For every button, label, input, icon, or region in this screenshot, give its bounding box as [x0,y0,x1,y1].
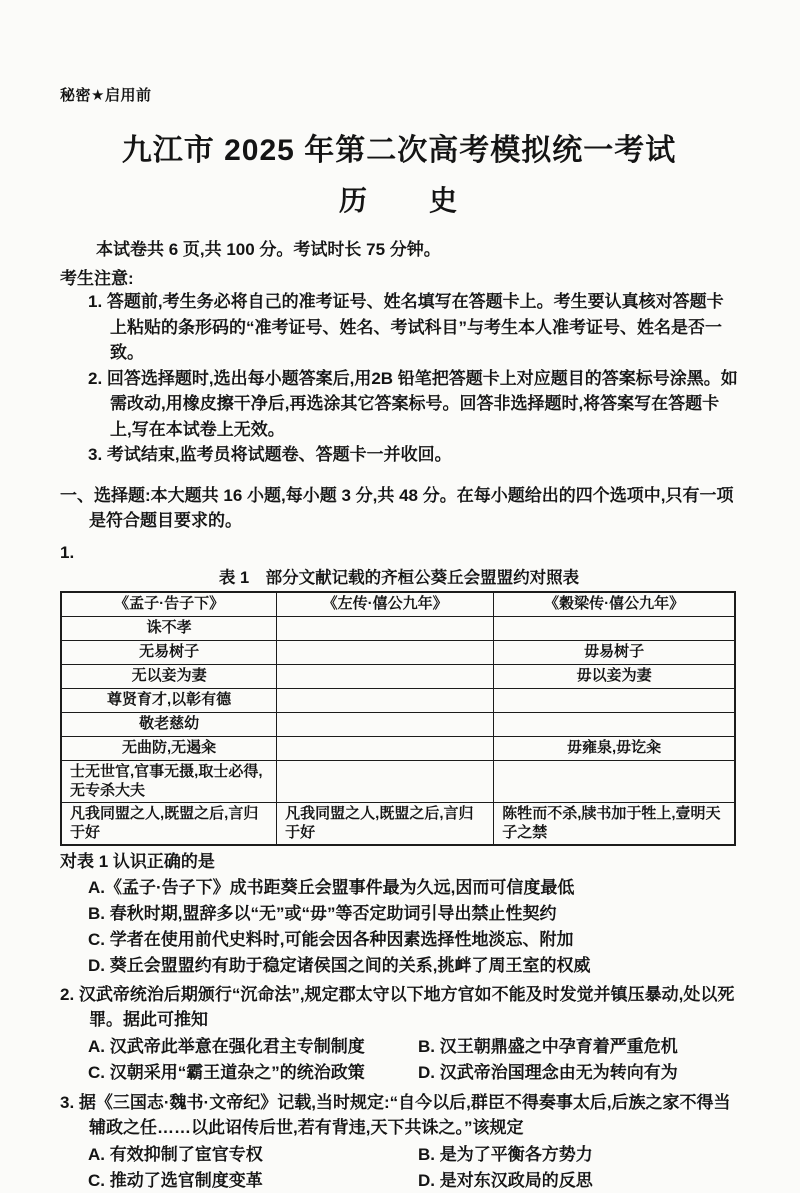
table-cell [494,688,735,712]
table-cell [494,760,735,802]
table-cell: 诛不孝 [61,616,277,640]
question-2-stem: 2. 汉武帝统治后期颁行“沉命法”,规定郡太守以下地方官如不能及时发觉并镇压暴动,处以死罪。据此可推知 [60,985,735,1030]
table-cell: 凡我同盟之人,既盟之后,言归于好 [277,802,494,845]
table-cell: 尊贤育才,以彰有德 [61,688,277,712]
option-2b: B. 汉王朝鼎盛之中孕育着严重危机 [418,1036,678,1056]
table-header-row [61,592,735,617]
exam-info-line: 本试卷共 6 页,共 100 分。考试时长 75 分钟。 [96,240,441,259]
question-1-stem: 对表 1 认识正确的是 [60,851,215,871]
table-cell: 无曲防,无遏籴 [61,736,277,760]
question-2-options [88,1035,738,1086]
table-cell: 无以妾为妻 [61,664,277,688]
table-row [61,712,735,736]
question-3-stem: 3. 据《三国志·魏书·文帝纪》记载,当时规定:“自今以后,群臣不得奏事太后,后族之家不得当辅政之任……以此诏传后世,若有背违,天下共诛之。”该规定 [60,1093,731,1138]
table-cell: 陈牲而不杀,牍书加于牲上,壹明天子之禁 [494,802,735,845]
option-2c: C. 汉朝采用“霸王道杂之”的统治政策 [88,1063,365,1083]
option-1d: D. 葵丘会盟盟约有助于稳定诸侯国之间的关系,挑衅了周王室的权威 [88,955,591,975]
q1-covenant-comparison-table [60,591,736,846]
question-1-number: 1. [60,542,75,562]
table-1-caption: 表 1 部分文献记载的齐桓公葵丘会盟盟约对照表 [218,568,580,587]
table-row [61,640,735,664]
table-cell [277,688,494,712]
table-cell: 凡我同盟之人,既盟之后,言归于好 [61,802,277,845]
notice-item-3: 3. 考试结束,监考员将试题卷、答题卡一并收回。 [88,445,452,464]
table-cell [494,712,735,736]
table-cell: 敬老慈幼 [61,712,277,736]
table-row [61,664,735,688]
table-cell [494,616,735,640]
table-row [61,688,735,712]
exam-title: 九江市 2025 年第二次高考模拟统一考试 [121,134,677,167]
question-1-options [60,876,738,977]
col-header-mengzi: 《孟子·告子下》 [61,592,277,617]
table-cell [277,736,494,760]
table-cell [277,616,494,640]
option-3c: C. 推动了选官制度变革 [88,1171,263,1191]
option-3d: D. 是对东汉政局的反思 [418,1171,593,1191]
table-cell: 毋以妾为妻 [494,664,735,688]
section-title-choice: 一、选择题:本大题共 16 小题,每小题 3 分,共 48 分。在每小题给出的四个选项中,只有一项是符合题目要求的。 [60,485,734,530]
table-row [61,736,735,760]
table-cell: 士无世官,官事无摄,取士必得,无专杀大夫 [61,760,277,802]
table-row [61,760,735,802]
option-1b: B. 春秋时期,盟辞多以“无”或“毋”等否定助词引导出禁止性契约 [88,903,557,923]
notice-item-1: 1. 答题前,考生务必将自己的准考证号、姓名填写在答题卡上。考生要认真核对答题卡上粘贴的条形码的“准考证号、姓名、考试科目”与考生本人准考证号、姓名是否一致。 [88,292,724,362]
table-cell: 毋易树子 [494,640,735,664]
table-cell [277,760,494,802]
table-row [61,616,735,640]
option-1c: C. 学者在使用前代史料时,可能会因各种因素选择性地淡忘、附加 [88,929,574,949]
col-header-zuozhuan: 《左传·僖公九年》 [277,592,494,617]
col-header-guliangzhuan: 《穀梁传·僖公九年》 [494,592,735,617]
option-3a: A. 有效抑制了宦官专权 [88,1144,263,1164]
notice-item-2: 2. 回答选择题时,选出每小题答案后,用2B 铅笔把答题卡上对应题目的答案标号涂黑。如需改动,用橡皮擦干净后,再选涂其它答案标号。回答非选择题时,将答案写在答题卡上,写在本试卷上无效。 [88,368,738,439]
table-row [61,802,735,845]
security-label: 秘密★启用前 [60,87,152,104]
option-1a: A.《孟子·告子下》成书距葵丘会盟事件最为久远,因而可信度最低 [88,878,575,898]
table-cell [277,640,494,664]
option-2a: A. 汉武帝此举意在强化君主专制制度 [88,1036,365,1056]
option-3b: B. 是为了平衡各方势力 [418,1144,593,1164]
subject-title: 历 史 [338,185,459,216]
table-cell [277,712,494,736]
table-cell [277,664,494,688]
question-3-options [88,1143,738,1193]
table-cell: 毋雍泉,毋讫籴 [494,736,735,760]
option-2d: D. 汉武帝治国理念由无为转向有为 [418,1063,678,1083]
table-cell: 无易树子 [61,640,277,664]
notice-heading: 考生注意: [60,269,134,288]
